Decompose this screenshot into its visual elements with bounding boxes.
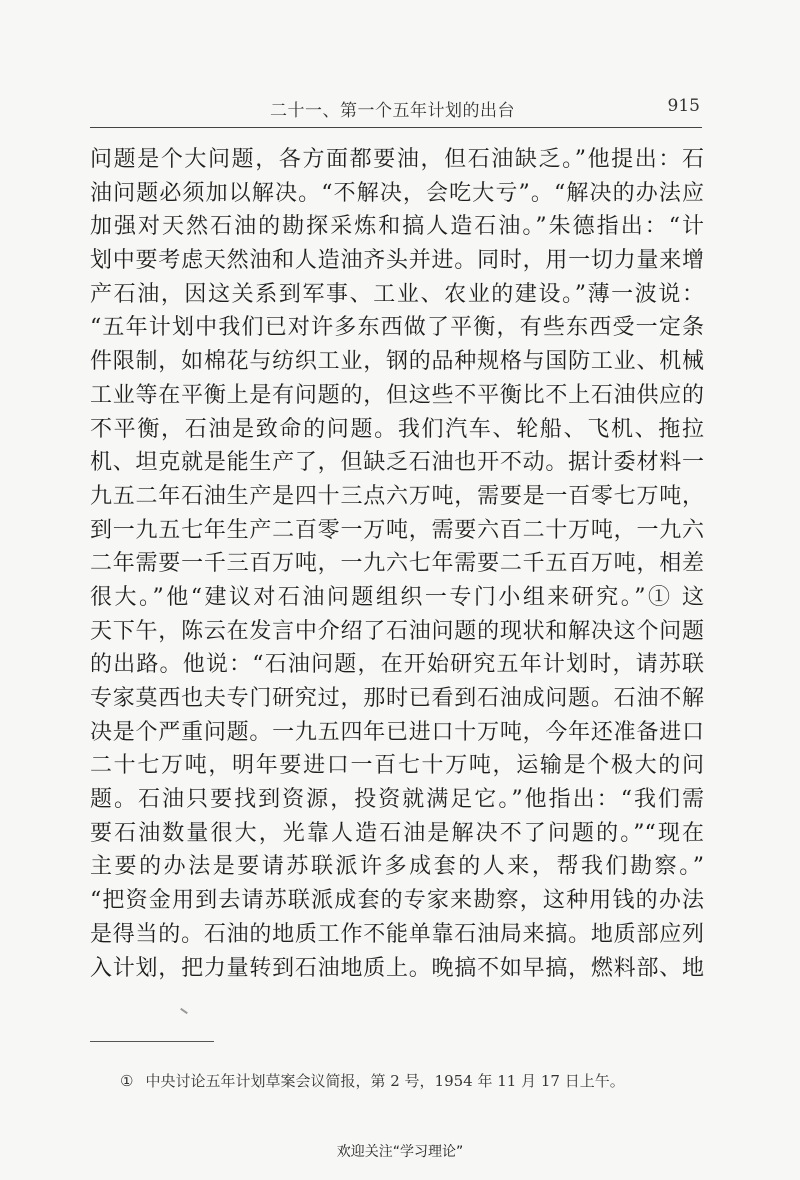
text-line: “五年计划中我们已对许多东西做了平衡，有些东西受一定条	[90, 315, 704, 341]
text-line: 题。石油只要找到资源，投资就满足它。”他指出：“我们需	[90, 787, 704, 813]
text-line: 油问题必须加以解决。“不解决，会吃大亏”。“解决的办法应	[90, 180, 704, 206]
text-line: 很大。”他“建议对石油问题组织一专门小组来研究。”① 这	[90, 584, 704, 610]
text-line: 工业等在平衡上是有问题的，但这些不平衡比不上石油供应的	[90, 382, 704, 408]
text-line: 是得当的。石油的地质工作不能单靠石油局来搞。地质部应列	[90, 921, 704, 947]
chapter-title: 二十一、第一个五年计划的出台	[270, 101, 515, 121]
text-line: 二十七万吨，明年要进口一百七十万吨，运输是个极大的问	[90, 753, 704, 779]
footnote	[120, 1070, 625, 1091]
footnote-divider	[90, 1041, 214, 1042]
text-line: 件限制，如棉花与纺织工业，钢的品种规格与国防工业、机械	[90, 349, 704, 375]
text-line: 九五二年石油生产是四十三点六万吨，需要是一百零七万吨，	[90, 483, 704, 509]
text-line: 划中要考虑天然油和人造油齐头并进。同时，用一切力量来增	[90, 248, 704, 274]
text-line: 不平衡，石油是致命的问题。我们汽车、轮船、飞机、拖拉	[90, 416, 704, 442]
text-line: 决是个严重问题。一九五四年已进口十万吨，今年还准备进口	[90, 719, 704, 745]
text-line: 专家莫西也夫专门研究过，那时已看到石油成问题。石油不解	[90, 686, 704, 711]
text-line: 机、坦克就是能生产了，但缺乏石油也开不动。据计委材料一	[90, 450, 704, 476]
text-line: 要石油数量很大，光靠人造石油是解决不了问题的。”“现在	[90, 820, 704, 846]
watermark-caption: 欢迎关注“学习理论”	[336, 1144, 464, 1160]
footnote-text: 中央讨论五年计划草案会议简报，第 2 号，1954 年 11 月 17 日上午。	[145, 1072, 625, 1090]
footnote-marker: ①	[120, 1072, 134, 1090]
text-line: 问题是个大问题，各方面都要油，但石油缺乏。”他提出：石	[90, 147, 704, 172]
page-number: 915	[667, 96, 700, 116]
text-line: 加强对天然石油的勘探采炼和搞人造石油。”朱德指出：“计	[90, 214, 704, 240]
text-line: “把资金用到去请苏联派成套的专家来勘察，这种用钱的办法	[90, 888, 704, 914]
text-line: 的出路。他说：“石油问题，在开始研究五年计划时，请苏联	[90, 652, 704, 678]
text-line: 主要的办法是要请苏联派许多成套的人来，帮我们勘察。”	[90, 854, 704, 880]
text-line: 入计划，把力量转到石油地质上。晚搞不如早搞，燃料部、地	[90, 955, 704, 981]
text-line: 产石油，因这关系到军事、工业、农业的建设。”薄一波说：	[90, 281, 704, 307]
running-header	[90, 94, 702, 124]
text-line: 二年需要一千三百万吨，一九六七年需要二千五百万吨，相差	[90, 551, 704, 577]
text-line: 天下午，陈云在发言中介绍了石油问题的现状和解决这个问题	[90, 618, 704, 644]
scan-speck	[180, 1008, 188, 1014]
body-text	[90, 143, 704, 985]
text-line: 到一九五七年生产二百零一万吨，需要六百二十万吨，一九六	[90, 517, 704, 543]
header-divider	[90, 127, 702, 128]
